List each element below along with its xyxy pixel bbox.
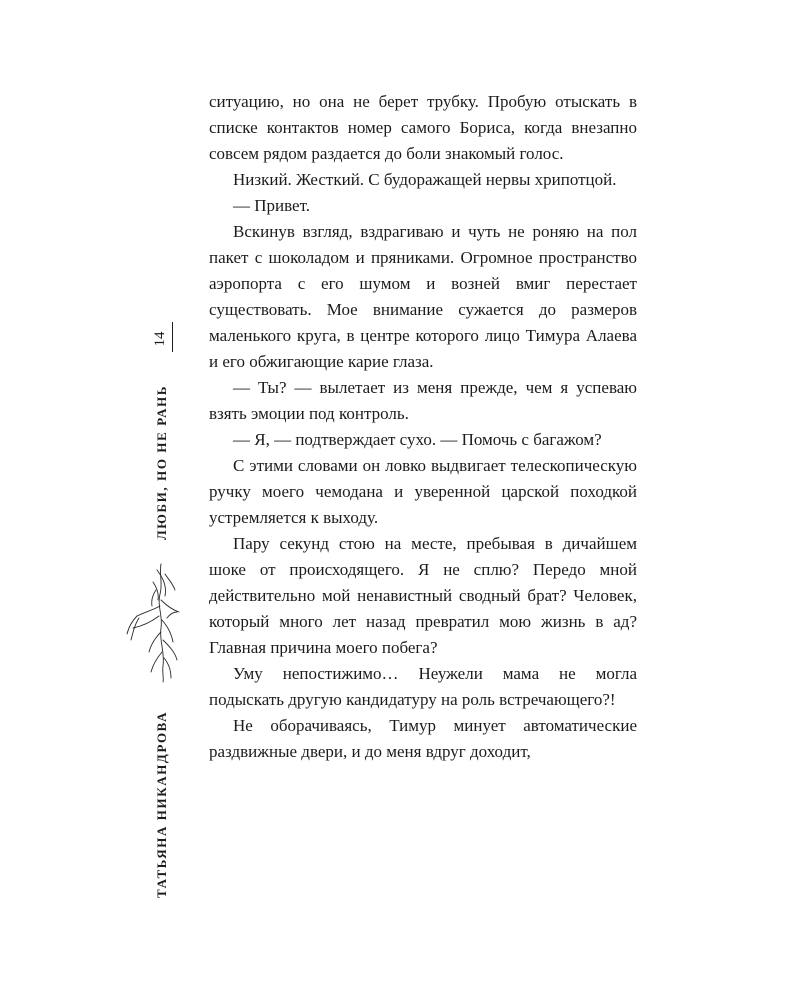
- paragraph: Уму непостижимо… Неужели мама не могла подыскать другую кандидатуру на роль встречающего?!: [209, 664, 637, 709]
- paragraph: Низкий. Жесткий. С будоражащей нервы хрипотцой.: [233, 170, 617, 189]
- running-title: ЛЮБИ, НО НЕ РАНЬ: [154, 384, 169, 540]
- page-number: 14: [152, 331, 168, 347]
- author-name: ТАТЬЯНА НИКАНДРОВА: [154, 710, 169, 898]
- paragraph: Не оборачиваясь, Тимур минует автоматические раздвижные двери, и до меня вдруг доходит,: [209, 716, 637, 761]
- paragraph: — Привет.: [233, 196, 310, 215]
- paragraph: ситуацию, но она не берет трубку. Пробую отыскать в списке контактов номер самого Бориса, когда внезапно совсем рядом раздается до боли знакомый голос.: [209, 92, 637, 163]
- paragraph: — Ты? — вылетает из меня прежде, чем я успеваю взять эмоции под контроль.: [209, 378, 637, 423]
- branch-sketch-icon: [123, 560, 183, 685]
- paragraph: — Я, — подтверждает сухо. — Помочь с багажом?: [233, 430, 602, 449]
- paragraph: С этими словами он ловко выдвигает телескопическую ручку моего чемодана и уверенной царской походкой устремляется к выходу.: [209, 456, 637, 527]
- paragraph: Пару секунд стою на месте, пребывая в дичайшем шоке от происходящего. Я не сплю? Передо мной действительно мой ненавистный сводный брат? Человек, который много лет назад превратил мою жизнь в ад? Главная причина моего побега?: [209, 534, 637, 657]
- page-number-rule: [172, 322, 173, 352]
- paragraph: Вскинув взгляд, вздрагиваю и чуть не роняю на пол пакет с шоколадом и пряниками. Огромное пространство аэропорта с его шумом и возней вмиг перестает существовать. Мое внимание сужается до размеров маленького круга, в центре которого лицо Тимура Алаева и его обжигающие карие глаза.: [209, 222, 637, 371]
- body-text: [209, 89, 637, 765]
